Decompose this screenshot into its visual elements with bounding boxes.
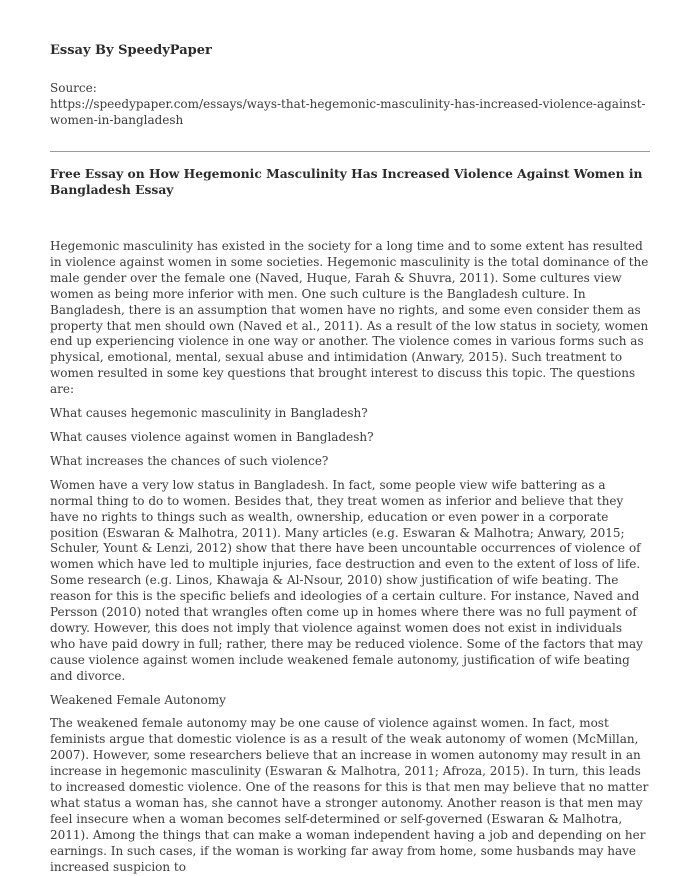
source-block (50, 80, 650, 128)
paragraph-autonomy: The weakened female autonomy may be one cause of violence against women. In fact, most feminists argue that domestic violence is as a result of the weak autonomy of women (McMillan, 2007). However, some researchers believe that an increase in women autonomy may result in an increase in hegemonic masculinity (Eswaran & Malhotra, 2011; Afroza, 2015). In turn, this leads to increased domestic violence. One of the reasons for this is that men may believe that no matter what status a woman has, she cannot have a stronger autonomy. Another reason is that men may feel insecure when a woman becomes self-determined or self-governed (Eswaran & Malhotra, 2011). Among the things that can make a woman independent having a job and depending on her earnings. In such cases, if the woman is working far away from home, some husbands may have increased suspicion to (50, 716, 649, 874)
question-1: What causes hegemonic masculinity in Bangladesh? (50, 406, 368, 421)
section-heading: Weakened Female Autonomy (50, 692, 226, 707)
source-label: Source: (50, 81, 97, 95)
question-3: What increases the chances of such violence? (50, 453, 329, 468)
paragraph-intro: Hegemonic masculinity has existed in the society for a long time and to some extent has resulted in violence against women in some societies. Hegemonic masculinity is the total dominance of the male gender over the female one (Naved, Huque, Farah & Shuvra, 2011). Some cultures view women as being more inferior with men. One such culture is the Bangladesh culture. In Bangladesh, there is an assumption that women have no rights, and some even consider them as property that men should own (Naved et al., 2011). As a result of the low status in society, women end up experiencing violence in one way or another. The violence comes in various forms such as physical, emotional, mental, sexual abuse and intimidation (Anwary, 2015). Such treatment to women resulted in some key questions that brought interest to discuss this topic. The questions are: (50, 239, 649, 397)
source-url[interactable]: https://speedypaper.com/essays/ways-that-hegemonic-masculinity-has-increased-violence-against-women-in-bangladesh (50, 97, 646, 127)
essay-title: Free Essay on How Hegemonic Masculinity Has Increased Violence Against Women in Bangladesh Essay (50, 166, 643, 197)
question-2: What causes violence against women in Bangladesh? (50, 429, 374, 444)
brand-heading: Essay By SpeedyPaper (50, 43, 212, 58)
paragraph-status: Women have a very low status in Bangladesh. In fact, some people view wife battering as a normal thing to do to women. Besides that, they treat women as inferior and believe that they have no rights to things such as wealth, ownership, education or even power in a corporate position (Eswaran & Malhotra, 2011). Many articles (e.g. Eswaran & Malhotra; Anwary, 2015; Schuler, Yount & Lenzi, 2012) show that there have been uncountable occurrences of violence of women which have led to multiple injuries, face destruction and even to the extent of loss of life. Some research (e.g. Linos, Khawaja & Al-Nsour, 2010) show justification of wife beating. The reason for this is the specific beliefs and ideologies of a certain culture. For instance, Naved and Persson (2010) noted that wrangles often come up in homes where there was no full payment of dowry. However, this does not imply that violence against women does not exist in individuals who have paid dowry in full; rather, there may be reduced violence. Some of the factors that may cause violence against women include weakened female autonomy, justification of wife beating and divorce. (50, 477, 643, 683)
essay-body (50, 239, 650, 876)
divider (50, 151, 650, 152)
